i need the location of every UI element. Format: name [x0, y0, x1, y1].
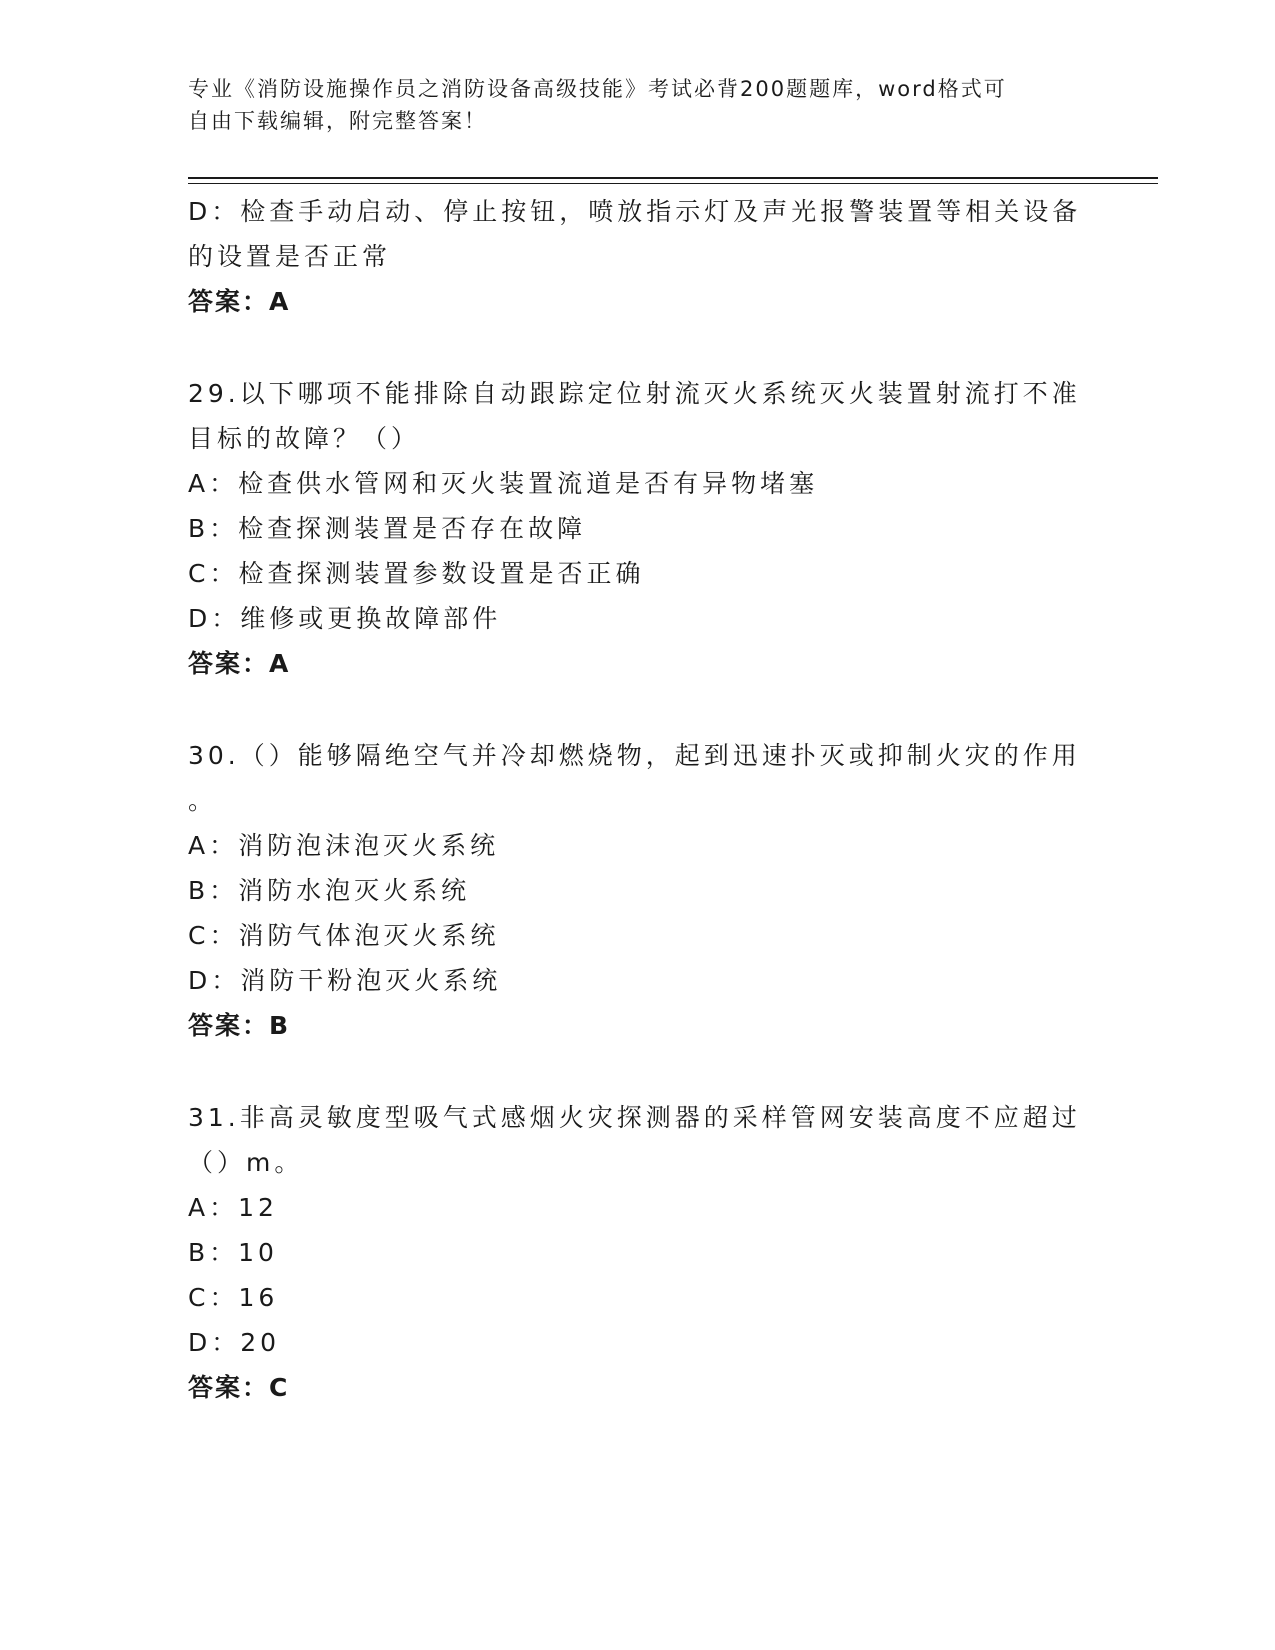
- option-a: A：12: [188, 1193, 278, 1222]
- question-31: [188, 1095, 1088, 1410]
- page-header: [188, 73, 1088, 137]
- option-d-line-2: 的设置是否正常: [188, 242, 392, 271]
- option-d: D：消防干粉泡灭火系统: [188, 966, 502, 995]
- option-a: A：消防泡沫泡灭火系统: [188, 831, 500, 860]
- question-30: [188, 733, 1088, 1048]
- question-stem-line-1: 31.非高灵敏度型吸气式感烟火灾探测器的采样管网安装高度不应超过: [188, 1103, 1081, 1132]
- answer: 答案：A: [188, 649, 291, 678]
- option-c: C：消防气体泡灭火系统: [188, 921, 500, 950]
- header-rule-thin: [188, 183, 1158, 184]
- option-b: B：检查探测装置是否存在故障: [188, 514, 587, 543]
- option-b: B：10: [188, 1238, 278, 1267]
- answer: 答案：B: [188, 1011, 291, 1040]
- spacer: [188, 686, 1088, 733]
- question-stem-line-1: 30.（）能够隔绝空气并冷却燃烧物，起到迅速扑灭或抑制火灾的作用: [188, 741, 1081, 770]
- header-line-1: 专业《消防设施操作员之消防设备高级技能》考试必背200题题库，word格式可: [188, 77, 1007, 101]
- question-content: [188, 189, 1088, 1410]
- option-c: C：16: [188, 1283, 279, 1312]
- option-b: B：消防水泡灭火系统: [188, 876, 471, 905]
- question-28-tail: [188, 189, 1088, 324]
- header-rule-thick: [188, 177, 1158, 179]
- spacer: [188, 324, 1088, 371]
- answer: 答案：A: [188, 287, 291, 316]
- option-d: D：20: [188, 1328, 281, 1357]
- question-29: [188, 371, 1088, 686]
- spacer: [188, 1048, 1088, 1095]
- question-stem-line-2: 目标的故障？（）: [188, 424, 421, 453]
- question-stem-line-2: 。: [188, 786, 218, 815]
- answer: 答案：C: [188, 1373, 290, 1402]
- option-d: D：维修或更换故障部件: [188, 604, 502, 633]
- question-stem-line-2: （）m。: [188, 1148, 304, 1177]
- header-line-2: 自由下载编辑，附完整答案！: [188, 109, 487, 133]
- question-stem-line-1: 29.以下哪项不能排除自动跟踪定位射流灭火系统灭火装置射流打不准: [188, 379, 1081, 408]
- option-c: C：检查探测装置参数设置是否正确: [188, 559, 645, 588]
- option-a: A：检查供水管网和灭火装置流道是否有异物堵塞: [188, 469, 819, 498]
- option-d-line-1: D：检查手动启动、停止按钮，喷放指示灯及声光报警装置等相关设备: [188, 197, 1082, 226]
